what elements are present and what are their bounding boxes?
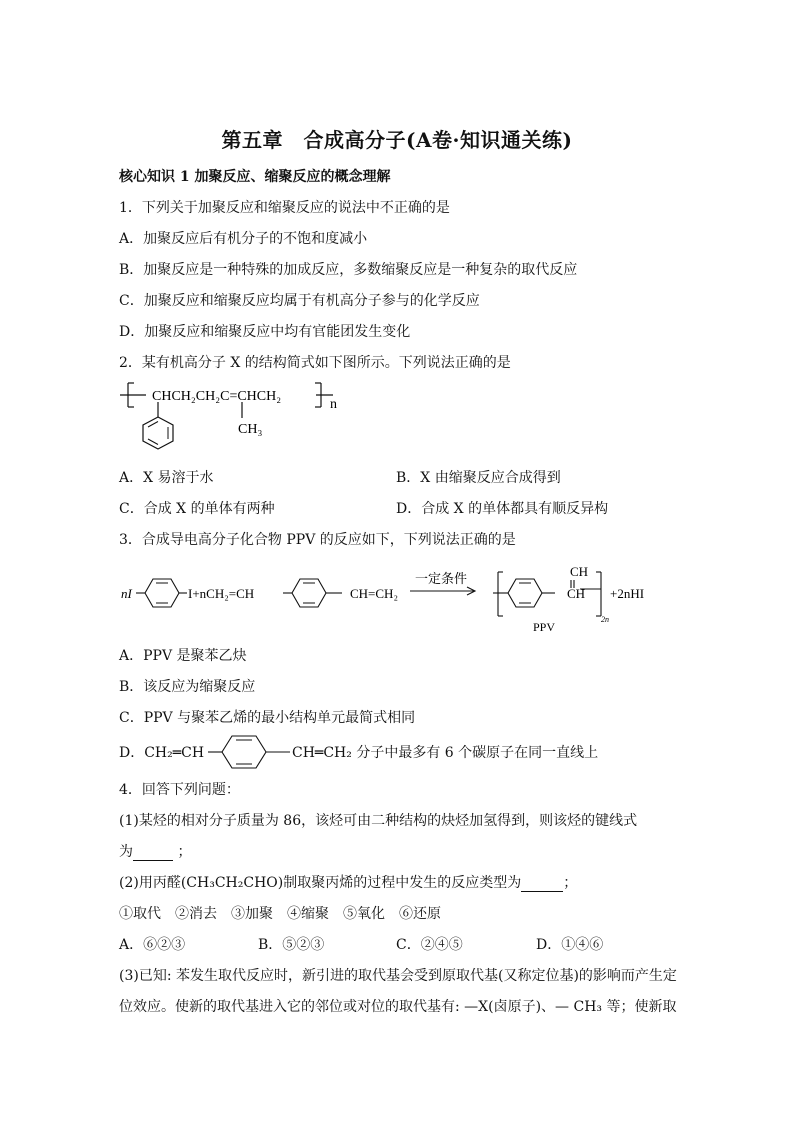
page-title: 第五章 合成高分子(A卷·知识通关练) xyxy=(221,128,573,152)
q4-part2-suffix: ； xyxy=(563,875,578,891)
section-heading: 核心知识 1 加聚反应、缩聚反应的概念理解 xyxy=(119,169,391,185)
q3-condition: 一定条件 xyxy=(415,571,468,586)
q1-option-d: D．加聚反应和缩聚反应中均有官能团发生变化 xyxy=(119,324,411,340)
q2-struct-main-text: CHCH₂CH₂C=CHCH₂ xyxy=(152,389,282,404)
q2-option-b: B．X 由缩聚反应合成得到 xyxy=(396,470,561,486)
q1-stem: 1．下列关于加聚反应和缩聚反应的说法中不正确的是 xyxy=(119,200,450,216)
q2-structure-diagram xyxy=(118,375,358,460)
q4-part1-answer-blank[interactable] xyxy=(133,844,173,861)
q2-option-a: A．X 易溶于水 xyxy=(119,470,214,486)
q4-part1-prefix: 为 xyxy=(119,844,133,860)
q3-product-subscript: 2n xyxy=(601,615,609,624)
q3-product-ch-bottom: CH xyxy=(567,586,586,601)
q4-part1-line2 xyxy=(119,841,191,861)
q4-part1-suffix: ； xyxy=(177,844,192,860)
q3-option-c: C．PPV 与聚苯乙烯的最小结构单元最简式相同 xyxy=(119,710,416,726)
q3-product-ch-top: CH xyxy=(570,564,589,579)
q3-product-label: PPV xyxy=(533,620,556,634)
q4-part3-line1: (3)已知: 苯发生取代反应时，新引进的取代基会受到原取代基(又称定位基)的影响而产生定 xyxy=(119,968,677,984)
q4-part2-text: (2)用丙醛(CH₃CH₂CHO)制取聚丙烯的过程中发生的反应类型为 xyxy=(119,875,522,891)
q3-option-b: B．该反应为缩聚反应 xyxy=(119,679,256,695)
q3-stem: 3．合成导电高分子化合物 PPV 的反应如下，下列说法正确的是 xyxy=(119,532,516,548)
q3-reactant-mid: I+nCH₂=CH xyxy=(188,586,255,601)
q1-option-b: B．加聚反应是一种特殊的加成反应，多数缩聚反应是一种复杂的取代反应 xyxy=(119,262,578,278)
q3-reaction-diagram xyxy=(115,558,675,638)
q3-reactant-ni: nI xyxy=(121,586,132,601)
q2-struct-n: n xyxy=(330,397,337,412)
q3-option-d-left: D．CH₂═CH xyxy=(119,745,205,761)
q3-option-d-right: CH═CH₂ 分子中最多有 6 个碳原子在同一直线上 xyxy=(292,745,599,761)
q3-option-a: A．PPV 是聚苯乙炔 xyxy=(119,648,247,664)
q2-option-d: D．合成 X 的单体都具有顺反异构 xyxy=(396,501,609,517)
q4-option-a: A．⑥②③ xyxy=(119,937,186,953)
q1-option-a: A．加聚反应后有机分子的不饱和度减小 xyxy=(119,231,368,247)
q4-part1-line1: (1)某烃的相对分子质量为 86，该烃可由二种结构的炔烃加氢得到，则该烃的键线式 xyxy=(119,813,638,829)
q2-struct-methyl-text: CH₃ xyxy=(238,422,263,437)
q4-stem: 4．回答下列问题： xyxy=(119,782,240,798)
q4-part2-answer-blank[interactable] xyxy=(521,875,563,892)
q4-option-d: D．①④⑥ xyxy=(536,937,604,953)
q3-byproduct-hi: +2nHI xyxy=(610,586,645,601)
q4-part3-line2: 位效应。使新的取代基进入它的邻位或对位的取代基有: —X(卤原子)、— CH₃ 等；使新取 xyxy=(119,999,677,1015)
q1-option-c: C．加聚反应和缩聚反应均属于有机高分子参与的化学反应 xyxy=(119,293,480,309)
q3-reactant-end: CH=CH₂ xyxy=(350,586,398,601)
q4-part2-line xyxy=(119,872,577,892)
q2-option-c: C．合成 X 的单体有两种 xyxy=(119,501,275,517)
q3-option-d-benzene-ring xyxy=(208,732,292,772)
q4-reaction-types: ①取代 ②消去 ③加聚 ④缩聚 ⑤氧化 ⑥还原 xyxy=(119,906,441,922)
q4-option-c: C．②④⑤ xyxy=(396,937,463,953)
q2-stem: 2．某有机高分子 X 的结构简式如下图所示。下列说法正确的是 xyxy=(119,355,511,371)
q4-option-b: B．⑤②③ xyxy=(258,937,325,953)
